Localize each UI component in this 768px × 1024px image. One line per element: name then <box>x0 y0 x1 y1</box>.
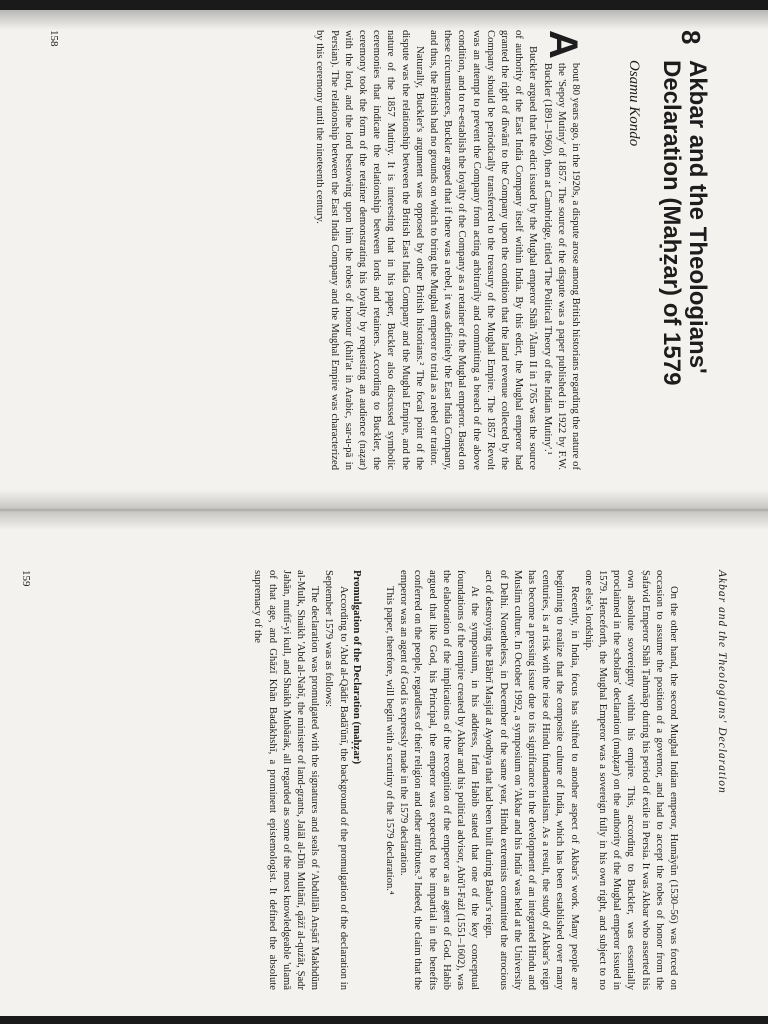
paragraph-text: bout 80 years ago, in the 1920s, a dispute arose among British historians regarding the nature of the 'Sepoy Mutiny' of 1857. The source of the dispute was a paper published in 1922 by F.W. Buckler (1891–1960), then at Cambridge, titled 'The Political Theory of the Indian Mutiny'.¹ <box>541 62 581 470</box>
right-page-body <box>250 570 680 990</box>
running-head: Akbar and the Theologians' Declaration <box>716 570 728 794</box>
right-page <box>0 530 768 1024</box>
left-page-body <box>312 30 585 470</box>
page-number: 159 <box>20 570 32 587</box>
paragraph: The declaration was promulgated with the signatures and seals of 'Abdullāh Anṣārī Makhdūm al-Mulk, Shaikh 'Abd al-Nabī, the minister of land-grants, Jalāl al-Dīn Multānī, qāżī al-qużāt, Ṣadr Jahān, muftī-yi kull, and Shaikh Mubārak, all regarded as some of the most knowledgeable 'ulamā of that age, and Ghāzī Khān Badakhshī, a prominent epistemologist. It defined the absolute supremacy of the <box>252 570 321 990</box>
paragraph: Buckler argued that the edict issued by the Mughal emperor Shāh 'Ālam II in 1765 was the source of authority of the East India Company itself within India. By this edict, the Mughal emperor had granted the right of dīwānī to the Company upon the condition that the land revenue collected by the Company should be periodically transferred to the treasury of the Mughal Empire. The 1857 Revolt was an attempt to prevent the Company from acting arbitrarily and committing a breach of the above condition, and to re-establish the loyalty of the Company as a retainer of the Mughal emperor. Based on these circumstances, Buckler argued that if there was a rebel, it was definitely the East India Company, and thus, the British had no grounds on which to bring the Mughal emperor to trial as a rebel or traitor. <box>427 30 539 470</box>
paragraph: At the symposium, in his address, Irfan Habib stated that one of the key conceptual foundations of the empire created by Akbar and his political advisor, Abū'l-Fażl (1551–1602), was the elaboration of the implications of the recognition of the emperor as an agent of God. Habib argued that like God, his Principal, the emperor was expected to be impartial in the benefits conferred on the people, regardless of their religion and other attributes.³ Indeed, the claim that the emperor was an agent of God is expressly made in the 1579 declaration. <box>398 570 481 990</box>
author-name: Osamu Kondo <box>626 60 642 147</box>
paragraph <box>539 30 585 470</box>
drop-cap: A <box>541 30 585 59</box>
book-gutter <box>0 490 768 530</box>
paragraph: This paper, therefore, will begin with a scrutiny of the 1579 declaration.⁴ <box>383 586 395 895</box>
scan-edge-bottom <box>0 1016 768 1024</box>
chapter-title: Akbar and the Theologians' Declaration (Maḥẓar) of 1579 <box>658 60 711 386</box>
section-heading: Promulgation of the Declaration (maḥẓar) <box>350 570 363 765</box>
paragraph: Recently, in India, focus has shifted to another aspect of Akbar's work. Many people are beginning to realize that the composite culture of India, which has been established over many centuries, is at risk with the rise of Hindu fundamentalism. As a result, the study of Akbar's reign has become a pressing issue due to its significance in the development of an integrated Hindu and Muslim culture. In October 1992, a symposium on 'Akbar and his India' was held at the University of Delhi. Nonetheless, in December of the same year, Hindu extremists committed the atrocious act of destroying the Bābrī Masjid at Ayodhya that had been built during Babur's reign. <box>483 570 580 990</box>
paragraph: According to 'Abd al-Qādir Badā'ūnī, the background of the promulgation of the declaration in September 1579 was as follows: <box>323 570 349 990</box>
left-page <box>0 0 768 500</box>
chapter-number: 8 <box>676 30 706 45</box>
paragraph: Naturally, Buckler's argument was opposed by other British historians.² The focal point of the dispute was the relationship between the British East India Company and the Mughal Empire, and the nature of the 1857 Mutiny. It is interesting that in his paper, Buckler also discussed symbolic ceremonies that indicate the relationship between lords and retainers. According to Buckler, the ceremony took the form of the retainer demonstrating his loyalty by requesting an audience (naẓar) with the lord, and the lord bestowing upon him the robes of honour (khil'at in Arabic, sar-u-pā in Persian). The relationship between the East India Company and the Mughal Empire was characterized by this ceremony until the nineteenth century. <box>314 30 425 470</box>
page-number: 158 <box>48 30 60 47</box>
paragraph: On the other hand, the second Mughal Indian emperor, Humāyūn (1530–56) was forced on occasion to assume the position of a governor, and had to accept the robes of honor from the Ṣafavid Emperor Shāh Ṭahmāsp during his period of exile in Persia. It was Akbar who asserted his own absolute sovereignty within his empire. This, according to Buckler, was essentially proclaimed in the scholars' declaration (maḥẓar) on the authority of the Mughal emperor issued in 1579. Henceforth, the Mughal Emperor was a sovereign fully in his own right, and subject to no one else's lordship. <box>582 570 679 990</box>
